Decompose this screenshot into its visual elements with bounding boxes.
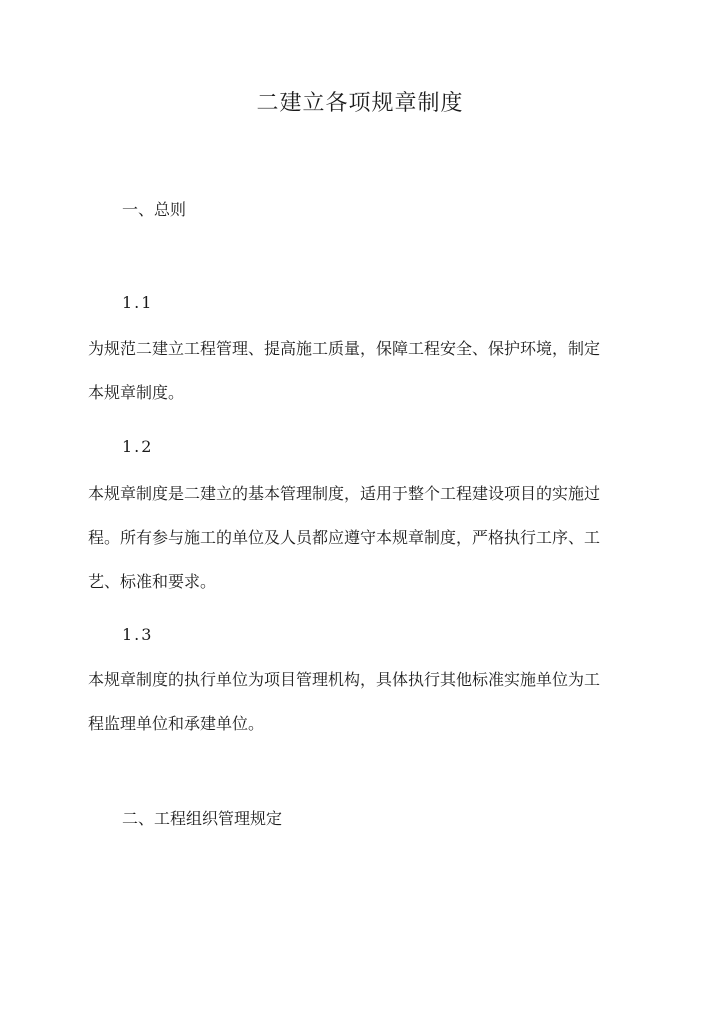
clause-1-1-line-2: 本规章制度。 xyxy=(88,383,185,402)
clause-1-2-line-3: 艺、标准和要求。 xyxy=(88,572,217,591)
clause-1-2-line-1: 本规章制度是二建立的基本管理制度，适用于整个工程建设项目的实施过 xyxy=(88,484,601,503)
clause-1-3-line-1: 本规章制度的执行单位为项目管理机构，具体执行其他标准实施单位为工 xyxy=(88,670,601,689)
section-heading-organization: 二、工程组织管理规定 xyxy=(122,809,283,828)
clause-1-3-line-2: 程监理单位和承建单位。 xyxy=(88,714,265,733)
document-title: 二建立各项规章制度 xyxy=(256,91,464,116)
clause-number-1-2: 1.2 xyxy=(122,437,154,456)
clause-number-1-3: 1.3 xyxy=(122,625,154,644)
clause-1-2-line-2: 程。所有参与施工的单位及人员都应遵守本规章制度，严格执行工序、工 xyxy=(88,528,601,547)
section-heading-general: 一、总则 xyxy=(122,200,187,219)
clause-1-1-line-1: 为规范二建立工程管理、提高施工质量，保障工程安全、保护环境，制定 xyxy=(88,339,601,358)
clause-number-1-1: 1.1 xyxy=(122,293,154,312)
